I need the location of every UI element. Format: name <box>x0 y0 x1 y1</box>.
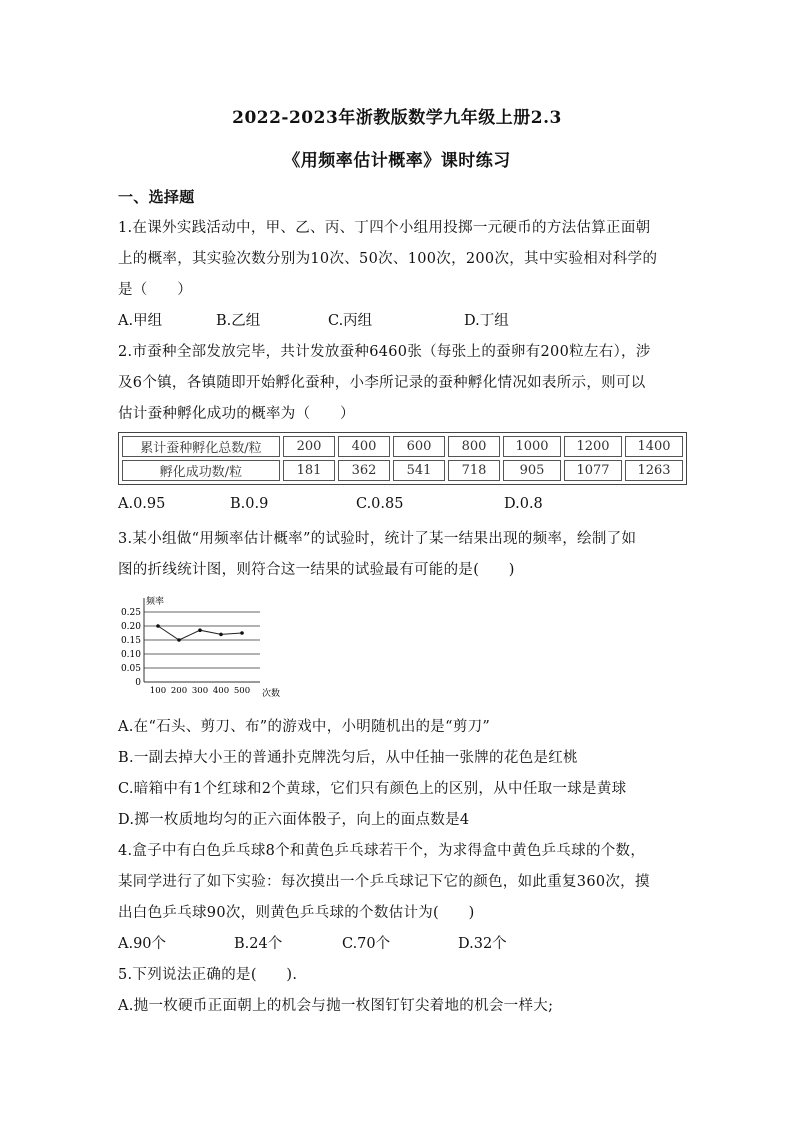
data-point <box>156 624 160 628</box>
x-tick-label: 300 <box>191 686 209 696</box>
table-cell: 362 <box>338 460 390 481</box>
frequency-line-chart <box>112 590 302 702</box>
table-cell: 905 <box>503 460 561 481</box>
q1-line-3: 是（ ） <box>118 282 192 298</box>
q4-line-2: 某同学进行了如下实验：每次摸出一个乒乓球记下它的颜色，如此重复360次，摸 <box>118 874 650 890</box>
table-cell: 541 <box>393 460 445 481</box>
worksheet-title-line1: 2022-2023年浙教版数学九年级上册2.3 <box>232 108 562 128</box>
q3-option-c: C.暗箱中有1个红球和2个黄球，它们只有颜色上的区别，从中任取一球是黄球 <box>118 781 627 797</box>
q1-options <box>118 309 678 329</box>
q1-option-a: A.甲组 <box>118 313 163 329</box>
q3-option-b: B.一副去掉大小王的普通扑克牌洗匀后，从中任抽一张牌的花色是红桃 <box>118 750 578 766</box>
q2-option-a: A.0.95 <box>118 496 166 512</box>
q3-line-2: 图的折线统计图，则符合这一结果的试验最有可能的是( ) <box>118 562 515 578</box>
table-cell: 1263 <box>625 460 683 481</box>
table-row-label: 孵化成功数/粒 <box>122 460 280 481</box>
table-cell: 200 <box>283 436 335 457</box>
q5-line-1: 5.下列说法正确的是( ). <box>118 967 298 983</box>
q4-line-1: 4.盒子中有白色乒乓球8个和黄色乒乓球若干个，为求得盒中黄色乒乓球的个数， <box>118 843 646 859</box>
table-cell: 181 <box>283 460 335 481</box>
table-cell: 1200 <box>564 436 622 457</box>
y-tick-label: 0 <box>135 678 141 688</box>
table-cell: 1000 <box>503 436 561 457</box>
table-row <box>122 460 683 481</box>
section-heading: 一、选择题 <box>118 188 195 206</box>
y-tick-label: 0.05 <box>120 664 141 674</box>
x-tick-label: 200 <box>170 686 188 696</box>
q2-option-b: B.0.9 <box>230 496 269 512</box>
q2-option-d: D.0.8 <box>504 496 543 512</box>
q3-line-1: 3.某小组做“用频率估计概率”的试验时，统计了某一结果出现的频率，绘制了如 <box>118 531 637 547</box>
q2-options <box>118 496 678 516</box>
data-point <box>177 638 181 642</box>
table-row <box>122 436 683 457</box>
chart-series <box>156 624 244 642</box>
table-row-label: 累计蚕种孵化总数/粒 <box>122 436 280 457</box>
q1-line-1: 1.在课外实践活动中，甲、乙、丙、丁四个小组用投掷一元硬币的方法估算正面朝 <box>118 220 651 236</box>
table-cell: 1400 <box>625 436 683 457</box>
q4-option-d: D.32个 <box>458 936 507 952</box>
table-cell: 400 <box>338 436 390 457</box>
y-tick-label: 0.10 <box>120 650 141 660</box>
y-tick-labels <box>121 608 141 688</box>
q4-options <box>118 932 678 952</box>
chart-gridlines <box>144 612 260 668</box>
q4-line-3: 出白色乒乓球90次，则黄色乒乓球的个数估计为( ) <box>118 905 475 921</box>
y-tick-label: 0.20 <box>120 622 141 632</box>
q2-line-3: 估计蚕种孵化成功的概率为（ ） <box>118 406 355 422</box>
q3-option-a: A.在“石头、剪刀、布”的游戏中，小明随机出的是“剪刀” <box>118 719 491 735</box>
data-point <box>240 631 244 635</box>
x-tick-label: 500 <box>233 686 251 696</box>
data-point <box>219 633 223 637</box>
q4-option-b: B.24个 <box>234 936 283 952</box>
q4-option-a: A.90个 <box>118 936 167 952</box>
x-tick-label: 100 <box>149 686 167 696</box>
q3-option-d: D.掷一枚质地均匀的正六面体骰子，向上的面点数是4 <box>118 812 470 828</box>
data-point <box>198 628 202 632</box>
series-line <box>158 626 242 640</box>
table-cell: 718 <box>448 460 500 481</box>
x-tick-labels <box>150 686 250 696</box>
y-tick-label: 0.15 <box>120 636 141 646</box>
q1-option-b: B.乙组 <box>216 313 261 329</box>
x-tick-label: 400 <box>212 686 230 696</box>
q2-line-1: 2.市蚕种全部发放完毕，共计发放蚕种6460张（每张上的蚕卵有200粒左右），涉 <box>118 344 651 360</box>
x-axis-label: 次数 <box>262 689 281 699</box>
y-tick-label: 0.25 <box>120 608 141 618</box>
q2-option-c: C.0.85 <box>356 496 404 512</box>
table-cell: 1077 <box>564 460 622 481</box>
q5-option-a: A.抛一枚硬币正面朝上的机会与抛一枚图钉钉尖着地的机会一样大; <box>118 998 554 1014</box>
q2-line-2: 及6个镇，各镇随即开始孵化蚕种，小李所记录的蚕种孵化情况如表所示，则可以 <box>118 375 646 391</box>
q1-option-c: C.丙组 <box>328 313 373 329</box>
worksheet-title-line2: 《用频率估计概率》课时练习 <box>283 151 511 171</box>
y-axis-label: 频率 <box>146 597 165 607</box>
hatching-table <box>118 432 687 485</box>
q4-option-c: C.70个 <box>342 936 391 952</box>
table-cell: 600 <box>393 436 445 457</box>
q1-line-2: 上的概率，其实验次数分别为10次、50次、100次，200次，其中实验相对科学的 <box>118 251 658 267</box>
q1-option-d: D.丁组 <box>464 313 509 329</box>
table-cell: 800 <box>448 436 500 457</box>
